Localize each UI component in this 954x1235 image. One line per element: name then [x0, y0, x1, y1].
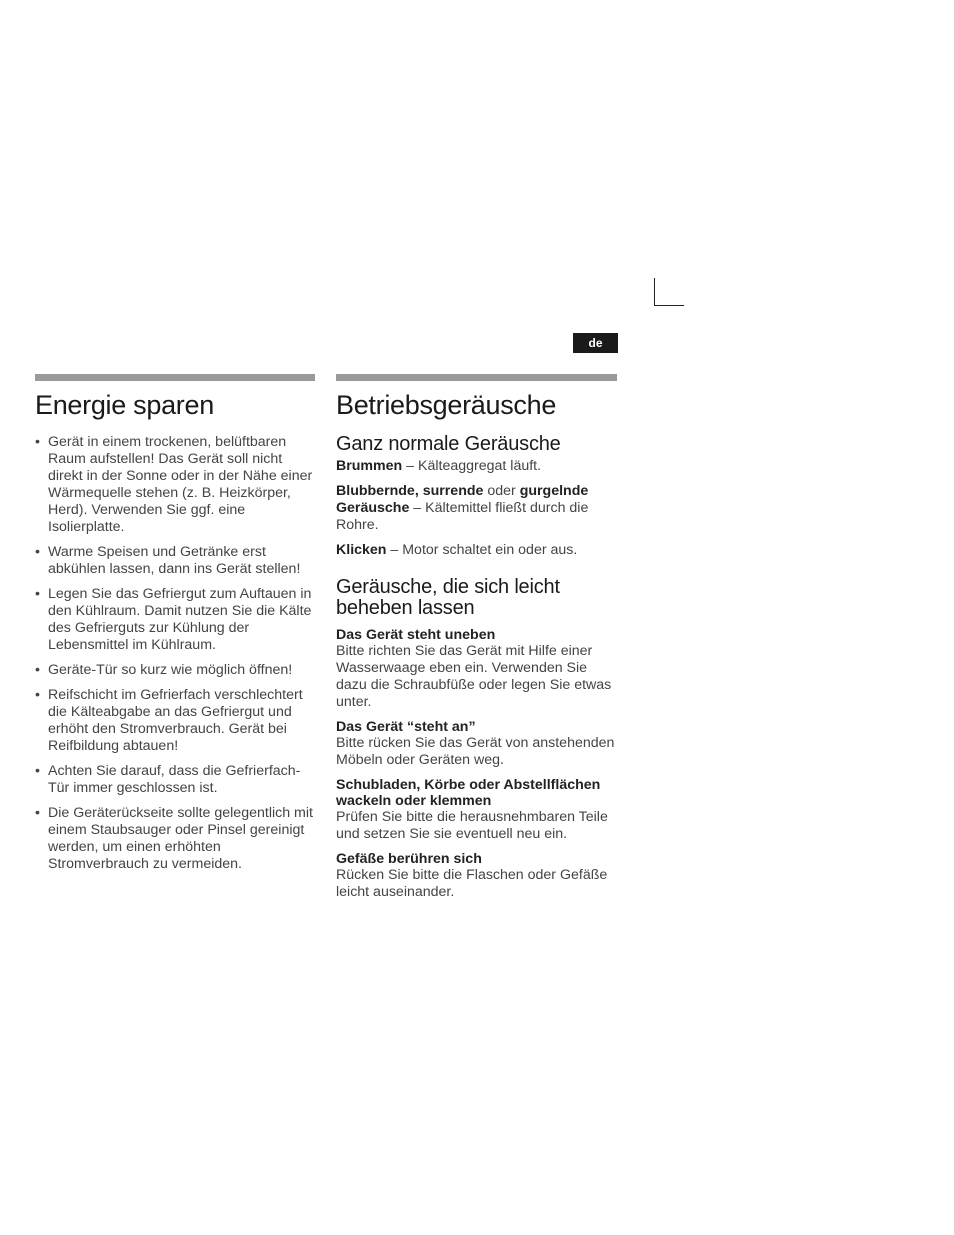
operating-noises-section	[336, 374, 617, 909]
noise-term: gurgelnde Geräusche	[336, 483, 589, 516]
issue-title: Schubladen, Körbe oder Abstellflächen wackeln oder klemmen	[336, 777, 601, 809]
noise-term: Brummen	[336, 458, 403, 474]
section-title: Energie sparen	[35, 390, 214, 420]
energy-tips-list	[35, 434, 315, 873]
list-item: • Warme Speisen und Getränke erst abkühlen lassen, dann ins Gerät stellen!	[35, 544, 315, 578]
list-item	[336, 719, 617, 769]
issue-remedy: Rücken Sie bitte die Flaschen oder Gefäße leicht auseinander.	[336, 867, 608, 900]
list-item: • Gerät in einem trockenen, belüftbaren Raum aufstellen! Das Gerät soll nicht direkt in der Sonne oder in der Nähe einer Wärmequelle stehen (z. B. Heizkörper, Herd). Verwenden Sie ggf. eine Isolierplatte.	[35, 434, 315, 536]
fixable-noises-heading: Geräusche, die sich leicht beheben lassen	[336, 576, 560, 619]
section-title: Betriebsgeräusche	[336, 390, 557, 420]
energy-saving-section	[35, 374, 315, 881]
list-item: • Reifschicht im Gefrierfach verschlechtert die Kälteabgabe an das Gefriergut und erhöht den Stromverbrauch. Gerät bei Reifbildung abtauen!	[35, 687, 315, 755]
noise-term: Blubbernde, surrende	[336, 483, 484, 499]
language-badge: de	[573, 333, 618, 353]
issue-remedy: Prüfen Sie bitte die herausnehmbaren Teile und setzen Sie sie eventuell neu ein.	[336, 809, 608, 842]
noise-description: – Motor schaltet ein oder aus.	[386, 542, 578, 558]
list-item	[336, 627, 617, 711]
noise-bubbling	[336, 483, 617, 534]
connector-text: oder	[483, 483, 520, 499]
section-rule	[35, 374, 315, 381]
issue-remedy: Bitte rücken Sie das Gerät von anstehenden Möbeln oder Geräten weg.	[336, 735, 615, 768]
list-item	[336, 851, 617, 901]
issue-title: Das Gerät steht uneben	[336, 627, 496, 643]
noise-humming	[336, 458, 617, 475]
issue-remedy: Bitte richten Sie das Gerät mit Hilfe einer Wasserwaage eben ein. Verwenden Sie dazu die Schraubfüße oder legen Sie etwas unter.	[336, 643, 612, 710]
list-item: • Die Geräterückseite sollte gelegentlich mit einem Staubsauger oder Pinsel gereinigt werden, um einen erhöhten Stromverbrauch zu vermeiden.	[35, 805, 315, 873]
crop-mark-horizontal	[654, 305, 684, 306]
noise-term: Klicken	[336, 542, 387, 558]
noise-description: – Kältemittel fließt durch die Rohre.	[336, 500, 589, 533]
list-item	[336, 777, 617, 843]
normal-noises-heading: Ganz normale Geräusche	[336, 433, 561, 455]
noise-clicking	[336, 542, 617, 559]
list-item: • Legen Sie das Gefriergut zum Auftauen in den Kühlraum. Damit nutzen Sie die Kälte des Gefrierguts zur Kühlung der Lebensmittel im Kühlraum.	[35, 586, 315, 654]
section-rule	[336, 374, 617, 381]
list-item: • Geräte-Tür so kurz wie möglich öffnen!	[35, 662, 315, 679]
crop-mark-vertical	[654, 278, 655, 306]
list-item: • Achten Sie darauf, dass die Gefrierfach-Tür immer geschlossen ist.	[35, 763, 315, 797]
noise-description: – Kälteaggregat läuft.	[402, 458, 542, 474]
issue-title: Das Gerät “steht an”	[336, 719, 476, 735]
issue-title: Gefäße berühren sich	[336, 851, 482, 867]
